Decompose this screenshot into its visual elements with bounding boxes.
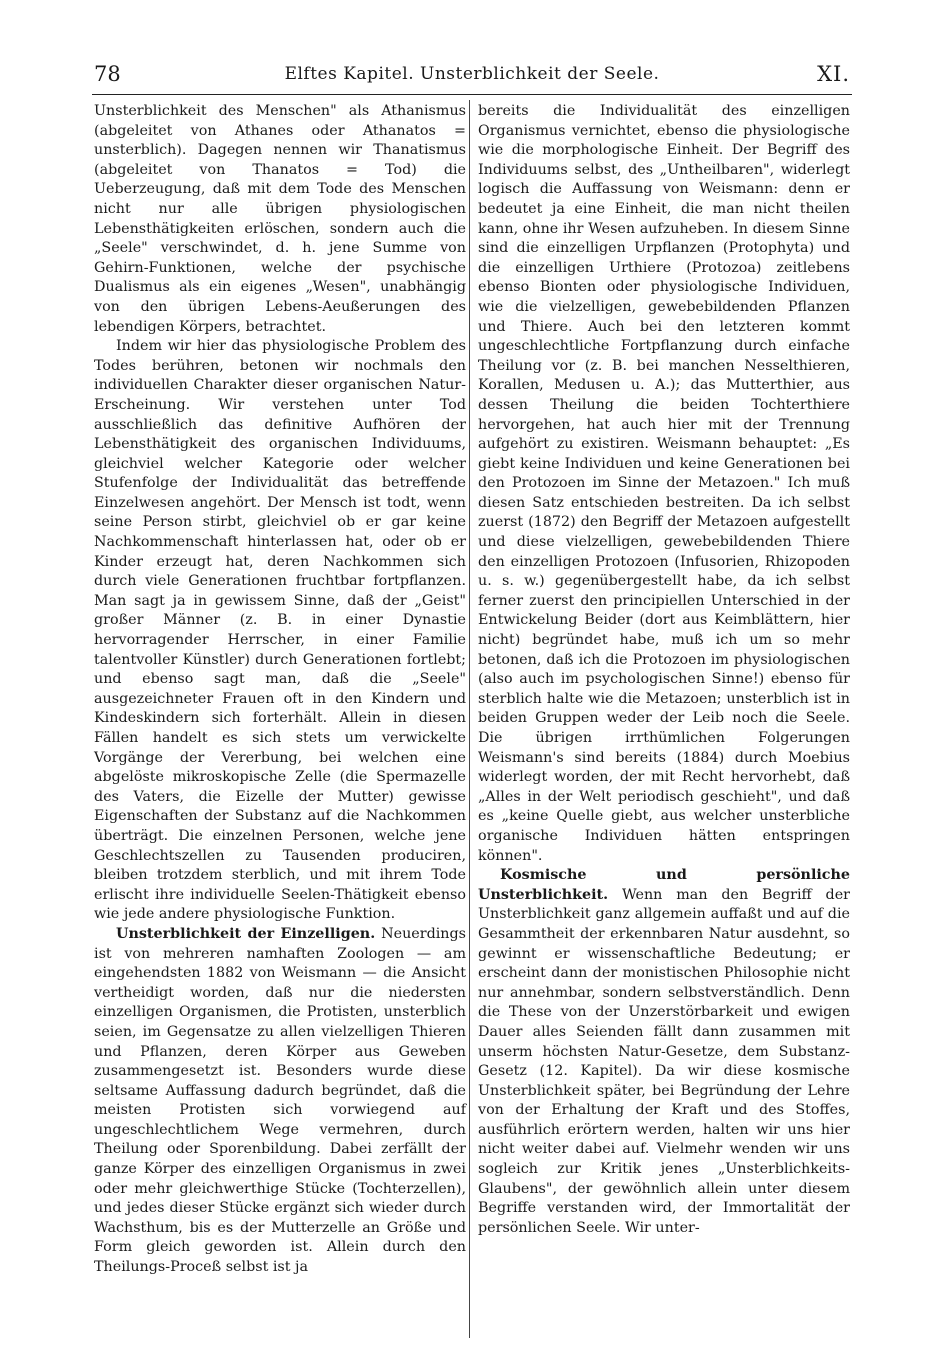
paragraph: Unsterblichkeit des Menschen" als Athanismus (abgeleitet von Athanes oder Athanatos = unsterblich). Dagegen nennen wir Thanatismus (abgeleitet von Thanatos = Tod) die Ueberzeugung, daß mit dem Tode des Menschen nicht nur alle übrigen physiologischen Lebensthätigkeiten erlöschen, sondern auch die „Seele" verschwindet, d. h. jene Summe von Gehirn-Funktionen, welche der psychische Dualismus als ein eigenes „Wesen", unabhängig von den übrigen Lebens-Aeußerungen des lebendigen Körpers, betrachtet. xyxy=(94,103,466,335)
page-header xyxy=(94,60,850,94)
section-heading: Kosmische und persönliche Unsterblichkeit. xyxy=(478,867,850,903)
paragraph: bereits die Individualität des einzelligen Organismus vernichtet, ebenso die physiologische wie die morphologische Einheit. Der Begriff des Individuums selbst, des „Untheilbaren", widerlegt logisch die Auffassung von Weismann: denn er bedeutet ja eine Einheit, die man nicht theilen kann, ohne ihr Wesen aufzuheben. In diesem Sinne sind die einzelligen Urpflanzen (Protophyta) und die einzelligen Urthiere (Protozoa) zeitlebens ebenso Bionten oder physiologische Individuen, wie die vielzelligen, gewebebildenden Pflanzen und Thiere. Auch bei den letzteren kommt ungeschlechtliche Fortpflanzung durch einfache Theilung vor (z. B. bei manchen Nesselthieren, Korallen, Medusen u. A.); das Mutterthier, aus dessen Theilung die beiden Tochterthiere hervorgehen, hat auch hier mit der Trennung aufgehört zu existiren. Weismann behauptet: „Es giebt keine Individuen und keine Generationen bei den Protozoen im Sinne der Metazoen." Ich muß diesen Satz entschieden bestreiten. Da ich selbst zuerst (1872) den Begriff der Metazoen aufgestellt und diese vielzelligen, gewebebildenden Thiere den einzelligen Protozoen (Infusorien, Rhizopoden u. s. w.) gegenübergestellt habe, da ich selbst ferner zuerst den principiellen Unterschied in der Entwickelung Beider (dort aus Keimblättern, hier nicht) begründet habe, muß ich um so mehr betonen, daß ich die Protozoen im physiologischen (also auch im psychologischen Sinne!) ebenso für sterblich halte wie die Metazoen; unsterblich ist in beiden Gruppen weder der Leib noch die Seele. Die übrigen irrthümlichen Folgerungen Weismann's sind bereits (1884) durch Moebius widerlegt worden, der mit Recht hervorhebt, daß „Alles in der Welt periodisch geschieht", und daß es „keine Quelle giebt, aus welcher unsterbliche organische Individuen hätten entspringen können". xyxy=(478,103,850,864)
section-text: Neuerdings ist von mehreren namhaften Zoologen — am eingehendsten 1882 von Weismann — die Ansicht vertheidigt worden, daß nur die niedersten einzelligen Organismen, die Protisten, unsterblich seien, im Gegensatze zu allen vielzelligen Thieren und Pflanzen, deren Körper aus Geweben zusammengesetzt ist. Besonders wurde diese seltsame Auffassung dadurch begründet, daß die meisten Protisten sich vorwiegend auf ungeschlechtlichem Wege vermehren, durch Theilung oder Sporenbildung. Dabei zerfällt der ganze Körper des einzelligen Organismus in zwei oder mehr gleichwerthige Stücke (Tochterzellen), und jedes dieser Stücke ergänzt sich wieder durch Wachsthum, bis es der Mutterzelle an Größe und Form gleich geworden ist. Allein durch den Theilungs-Proceß selbst ist ja xyxy=(94,925,466,1276)
section-paragraph xyxy=(94,925,466,1278)
section-text: Wenn man den Begriff der Unsterblichkeit ganz allgemein auffaßt und auf die Gesammtheit der erkennbaren Natur ausdehnt, so gewinnt er wissenschaftliche Bedeutung; er erscheint dann der monistischen Philosophie nicht nur annehmbar, sondern selbstverständlich. Denn die These von der Unzerstörbarkeit und ewigen Dauer alles Seienden fällt dann zusammen mit unserm höchsten Natur-Gesetze, dem Substanz-Gesetz (12. Kapitel). Da wir diese kosmische Unsterblichkeit später, bei Begründung der Lehre von der Erhaltung der Kraft und des Stoffes, ausführlich erörtern werden, halten wir uns hier nicht weiter dabei auf. Vielmehr wenden wir uns sogleich zur Kritik jenes „Unsterblichkeits-Glaubens", der gewöhnlich allein unter diesem Begriffe verstanden wird, der Immortalität der persönlichen Seele. Wir unter- xyxy=(478,886,851,1236)
column-divider xyxy=(469,100,470,1338)
running-title: Elftes Kapitel. Unsterblichkeit der Seele. xyxy=(284,64,660,84)
left-column xyxy=(94,102,466,1278)
section-heading: Unsterblichkeit der Einzelligen. xyxy=(116,925,376,942)
section-paragraph xyxy=(478,866,850,1238)
page-number: 78 xyxy=(94,62,121,86)
header-rule xyxy=(92,94,852,95)
paragraph: Indem wir hier das physiologische Problem des Todes berühren, betonen wir nochmals den individuellen Charakter dieser organischen Natur-Erscheinung. Wir verstehen unter Tod ausschließlich das definitive Aufhören der Lebensthätigkeit des organischen Individuums, gleichviel welcher Kategorie oder welcher Stufenfolge der Individualität das betreffende Einzelwesen angehört. Der Mensch ist todt, wenn seine Person stirbt, gleichviel ob er gar keine Nachkommenschaft hinterlassen hat, oder ob er Kinder erzeugt hat, deren Nachkommen sich durch viele Generationen fruchtbar fortpflanzen. Man sagt ja in gewissem Sinne, daß der „Geist" großer Männer (z. B. in einer Dynastie hervorragender Herrscher, in einer Familie talentvoller Künstler) durch Generationen fortlebt; und ebenso sagt man, daß die „Seele" ausgezeichneter Frauen oft in den Kindern und Kindeskindern sich forterhält. Allein in diesen Fällen handelt es sich stets um verwickelte Vorgänge der Vererbung, bei welchen eine abgelöste mikroskopische Zelle (die Spermazelle des Vaters, die Eizelle der Mutter) gewisse Eigenschaften der Substanz auf die Nachkommen überträgt. Die einzelnen Personen, welche jene Geschlechtszellen zu Tausenden produciren, bleiben trotzdem sterblich, und mit ihrem Tode erlischt ihre individuelle Seelen-Thätigkeit ebenso wie jede andere physiologische Funktion. xyxy=(94,338,466,923)
chapter-numeral: XI. xyxy=(817,62,850,86)
right-column xyxy=(478,102,850,1238)
